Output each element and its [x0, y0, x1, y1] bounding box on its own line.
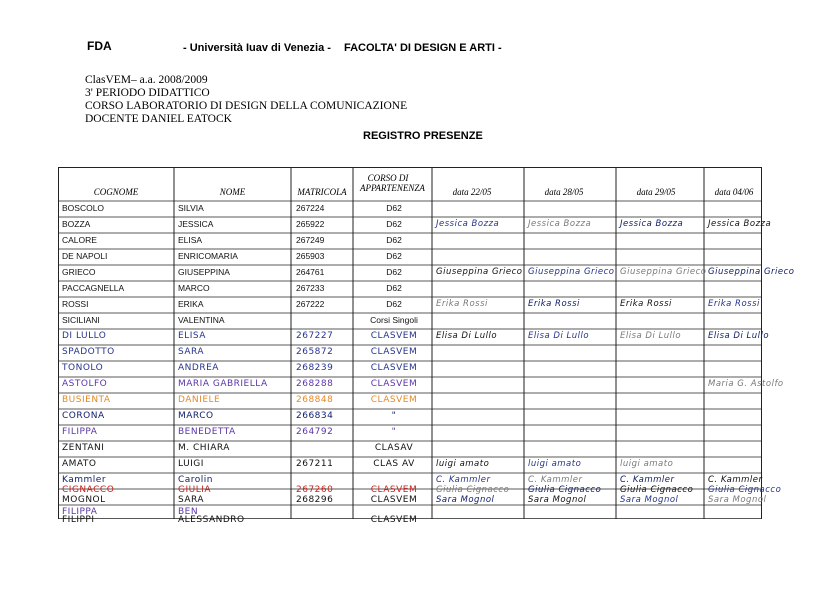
row-corso: CLASVEM [370, 347, 418, 357]
row-nome: GIUSEPPINA [178, 267, 230, 277]
signature-cell: C. Kammler [620, 475, 675, 485]
row-nome: MARCO [178, 411, 214, 421]
row-nome: ELISA [178, 235, 203, 245]
row-nome: SARA [178, 495, 205, 505]
row-cognome: CORONA [62, 411, 105, 421]
row-corso: D62 [386, 219, 402, 229]
header-cognome: COGNOME [93, 187, 139, 197]
row-corso: CLASAV [374, 443, 414, 453]
header-date-1: data 22/05 [452, 187, 492, 197]
signature-cell: Jessica Bozza [528, 219, 592, 229]
row-corso: CLASVEM [370, 495, 418, 505]
row-nome: ELISA [178, 331, 206, 341]
row-cognome: DI LULLO [62, 331, 107, 341]
row-cognome: ZENTANI [62, 443, 105, 453]
row-nome: Carolin [178, 475, 214, 485]
row-cognome: FILIPPA [62, 427, 98, 437]
header-nome: NOME [219, 187, 246, 197]
signature-cell: luigi amato [620, 459, 674, 469]
row-corso: " [391, 411, 397, 421]
row-nome: JESSICA [178, 219, 214, 229]
fda-label: FDA [87, 39, 112, 53]
course-line-1: ClasVEM– a.a. 2008/2009 [85, 74, 208, 86]
row-nome: MARCO [178, 283, 210, 293]
row-cognome: FILIPPA [62, 507, 98, 517]
row-cognome: BUSIENTA [62, 395, 111, 405]
row-cognome: AMATO [62, 459, 97, 469]
signature-cell: Sara Mognol [528, 495, 587, 505]
row-cognome: Kammler [62, 475, 107, 485]
row-corso: D62 [386, 283, 402, 293]
row-corso: D62 [386, 203, 402, 213]
row-matricola: 267249 [296, 235, 325, 245]
row-nome: VALENTINA [178, 315, 225, 325]
row-matricola: 265922 [296, 219, 325, 229]
row-nome: ERIKA [178, 299, 204, 309]
row-corso: CLASVEM [370, 363, 418, 373]
faculty-name: FACOLTA' DI DESIGN E ARTI - [344, 42, 502, 54]
course-line-4: DOCENTE DANIEL EATOCK [85, 113, 232, 125]
row-nome: BENEDETTA [178, 427, 236, 437]
row-cognome: FILIPPI [62, 515, 95, 525]
signature-cell: Giulia Cignacco [528, 485, 602, 495]
signature-cell: C. Kammler [528, 475, 583, 485]
row-cognome: CIGNACCO [62, 485, 115, 495]
course-line-3: CORSO LABORATORIO DI DESIGN DELLA COMUNICAZIONE [85, 100, 408, 112]
signature-cell: Jessica Bozza [436, 219, 500, 229]
signature-cell: Giuseppina Grieco [436, 267, 523, 277]
row-cognome: BOZZA [62, 219, 91, 229]
signature-cell: Erika Rossi [708, 299, 760, 309]
row-matricola: 266834 [296, 411, 334, 421]
attendance-table [58, 167, 795, 525]
row-matricola: 267224 [296, 203, 325, 213]
signature-cell: Giuseppina Grieco [528, 267, 615, 277]
signature-cell: Erika Rossi [620, 299, 672, 309]
row-matricola: 265903 [296, 251, 325, 261]
row-cognome: SICILIANI [62, 315, 100, 325]
row-cognome: CALORE [62, 235, 97, 245]
row-cognome: MOGNOL [62, 495, 106, 505]
signature-cell: Sara Mognol [620, 495, 679, 505]
course-info [85, 74, 407, 126]
row-matricola: 268848 [296, 395, 334, 405]
row-nome: GIULIA [178, 485, 212, 495]
signature-cell: Jessica Bozza [620, 219, 684, 229]
header-matricola: MATRICOLA [297, 187, 347, 197]
signature-cell: luigi amato [436, 459, 490, 469]
header-date-2: data 28/05 [544, 187, 584, 197]
signature-cell: Maria G. Astolfo [708, 379, 784, 389]
signature-cell: Sara Mognol [436, 495, 495, 505]
row-cognome: ASTOLFO [62, 379, 108, 389]
signature-cell: C. Kammler [436, 475, 491, 485]
row-matricola: 267222 [296, 299, 325, 309]
row-nome: DANIELE [178, 395, 221, 405]
row-nome: MARIA GABRIELLA [178, 379, 268, 389]
signature-cell: Giulia Cignacco [708, 485, 782, 495]
row-matricola: 264792 [296, 427, 334, 437]
row-matricola: 268239 [296, 363, 334, 373]
row-nome: ENRICOMARIA [178, 251, 238, 261]
row-cognome: BOSCOLO [62, 203, 105, 213]
signature-cell: C. Kammler [708, 475, 763, 485]
row-cognome: SPADOTTO [62, 347, 115, 357]
row-corso: " [391, 427, 397, 437]
row-matricola: 267260 [296, 485, 334, 495]
signature-cell: Giulia Cignacco [436, 485, 510, 495]
row-cognome: GRIECO [62, 267, 96, 277]
row-cognome: ROSSI [62, 299, 89, 309]
row-corso: CLASVEM [370, 395, 418, 405]
signature-cell: Giuseppina Grieco [620, 267, 707, 277]
row-corso: D62 [386, 267, 402, 277]
row-matricola: 267227 [296, 331, 334, 341]
header-date-3: data 29/05 [636, 187, 676, 197]
signature-cell: luigi amato [528, 459, 582, 469]
signature-cell: Elisa Di Lullo [436, 331, 498, 341]
row-nome: ANDREA [178, 363, 219, 373]
row-nome: BEN [178, 507, 199, 517]
row-corso: D62 [386, 235, 402, 245]
signature-cell: Elisa Di Lullo [620, 331, 682, 341]
row-nome: LUIGI [178, 459, 204, 469]
header-date-4: data 04/06 [714, 187, 754, 197]
row-cognome: DE NAPOLI [62, 251, 108, 261]
row-matricola: 268288 [296, 379, 334, 389]
row-matricola: 265872 [296, 347, 334, 357]
row-matricola: 267233 [296, 283, 325, 293]
row-corso: D62 [386, 299, 402, 309]
header-corso: CORSO DI APPARTENENZA [360, 173, 425, 193]
university-name: - Università Iuav di Venezia - [183, 42, 331, 54]
register-title: REGISTRO PRESENZE [363, 130, 483, 142]
row-matricola: 268296 [296, 495, 334, 505]
course-line-2: 3' PERIODO DIDATTICO [85, 87, 210, 99]
signature-cell: Sara Mognol [708, 495, 767, 505]
row-nome: SILVIA [178, 203, 204, 213]
signature-cell: Erika Rossi [528, 299, 580, 309]
signature-cell: Jessica Bozza [708, 219, 772, 229]
row-cognome: TONOLO [62, 363, 104, 373]
row-corso: CLASVEM [370, 379, 418, 389]
row-corso: CLASVEM [370, 331, 418, 341]
row-corso: Corsi Singoli [370, 315, 418, 325]
row-nome: ALESSANDRO [178, 515, 245, 525]
row-corso: CLAS AV [373, 459, 415, 469]
row-nome: SARA [178, 347, 205, 357]
row-cognome: PACCAGNELLA [62, 283, 125, 293]
signature-cell: Giulia Cignacco [620, 485, 694, 495]
row-nome: M. CHIARA [178, 443, 230, 453]
row-matricola: 264761 [296, 267, 325, 277]
row-corso: CLASVEM [370, 485, 418, 495]
signature-cell: Elisa Di Lullo [528, 331, 590, 341]
signature-cell: Giuseppina Grieco [708, 267, 795, 277]
signature-cell: Elisa Di Lullo [708, 331, 770, 341]
row-corso: D62 [386, 251, 402, 261]
signature-cell: Erika Rossi [436, 299, 488, 309]
row-corso: CLASVEM [370, 515, 418, 525]
row-matricola: 267211 [296, 459, 334, 469]
